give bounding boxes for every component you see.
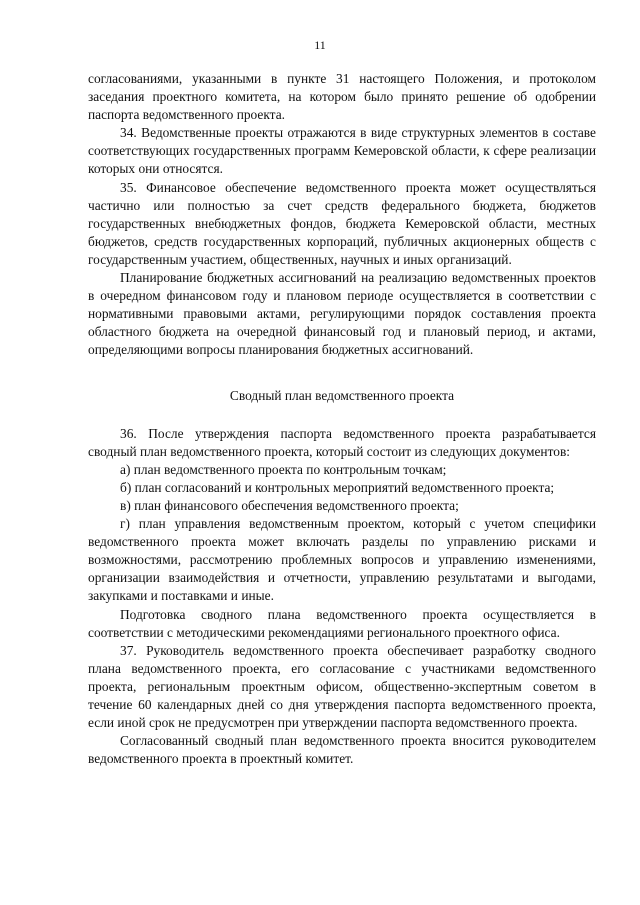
list-item-g: г) план управления ведомственным проектом, который с учетом специфики ведомственного проекта может включать разделы по управлению рисками и возможностями, рассмотрению проблемных вопросов и управлению изменениями, организации взаимодействия и отчетности, управлению результатами и выгодами, закупками и поставками и иные. bbox=[88, 516, 596, 604]
paragraph-continuation: согласованиями, указанными в пункте 31 настоящего Положения, и протоколом заседания проектного комитета, на котором было принято решение об одобрении паспорта ведомственного проекта. bbox=[88, 71, 596, 123]
list-item-v: в) план финансового обеспечения ведомственного проекта; bbox=[120, 497, 459, 513]
paragraph-budget-planning: Планирование бюджетных ассигнований на реализацию ведомственных проектов в очередном финансовом году и плановом периоде осуществляется в соответствии с нормативными правовыми актами, регулирующими порядок составления проекта областного бюджета на очередной финансовый год и плановый период, и актами, определяющими вопросы планирования бюджетных ассигнований. bbox=[88, 270, 596, 358]
paragraph-item-34: 34. Ведомственные проекты отражаются в виде структурных элементов в составе соответствующих государственных программ Кемеровской области, к сфере реализации которых они относятся. bbox=[88, 125, 596, 177]
paragraph-agreed-plan: Согласованный сводный план ведомственного проекта вносится руководителем ведомственного проекта в проектный комитет. bbox=[88, 733, 596, 767]
document-body bbox=[88, 70, 596, 768]
paragraph-preparation: Подготовка сводного плана ведомственного проекта осуществляется в соответствии с методическими рекомендациями регионального проектного офиса. bbox=[88, 606, 596, 640]
section-heading: Сводный план ведомственного проекта bbox=[229, 387, 455, 403]
paragraph-item-37: 37. Руководитель ведомственного проекта обеспечивает разработку сводного плана ведомственного проекта, его согласование с участниками ведомственного проекта, региональным проектным офисом, общественно-экспертным советом в течение 60 календарных дней со дня утверждения паспорта ведомственного проекта, если иной срок не предусмотрен при утверждении паспорта ведомственного проекта. bbox=[88, 642, 596, 731]
page-number: 11 bbox=[314, 38, 326, 52]
paragraph-item-35: 35. Финансовое обеспечение ведомственного проекта может осуществляться частично или полностью за счет средств федерального бюджета, бюджетов государственных внебюджетных фондов, бюджета Кемеровской области, местных бюджетов, средств государственных корпораций, публичных акционерных обществ с государственным участием, общественных, научных и иных организаций. bbox=[88, 179, 596, 267]
paragraph-item-36: 36. После утверждения паспорта ведомственного проекта разрабатывается сводный план ведомственного проекта, который состоит из следующих документов: bbox=[88, 425, 596, 459]
list-item-a: а) план ведомственного проекта по контрольным точкам; bbox=[120, 461, 447, 477]
list-item-b: б) план согласований и контрольных мероприятий ведомственного проекта; bbox=[120, 479, 555, 495]
